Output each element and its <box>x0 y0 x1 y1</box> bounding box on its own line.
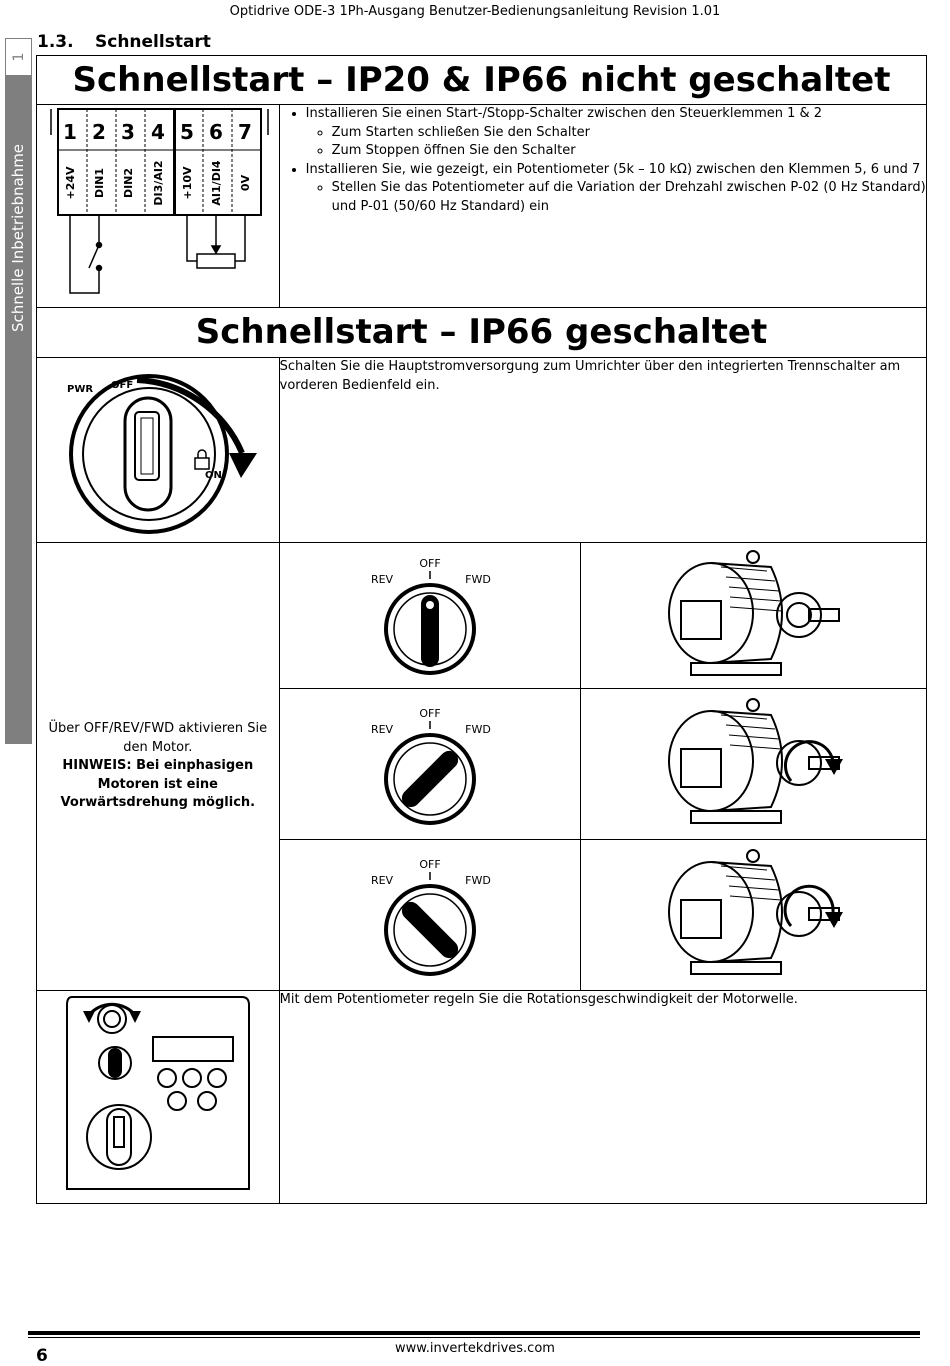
terminal-diagram-cell <box>37 105 280 308</box>
motor-illustration-stopped <box>581 543 925 684</box>
footer-website: www.invertekdrives.com <box>395 1341 555 1356</box>
block1-title: Schnellstart – IP20 & IP66 nicht geschaltet <box>37 56 927 105</box>
terminal-wiring-diagram <box>37 105 278 303</box>
section-title: Schnellstart <box>95 32 211 52</box>
selector-switch-fwd <box>280 840 580 986</box>
terminal-label: DIN1 <box>93 167 106 199</box>
ip66-front-panel-illustration <box>37 991 278 1199</box>
motor-illustration-forward <box>581 840 925 986</box>
motor-note: HINWEIS: Bei einphasigen Motoren ist eine Vorwärtsdrehung möglich. <box>60 758 256 811</box>
chapter-label: Schnelle Inbetriebnahme <box>8 143 27 332</box>
terminal-number: 4 <box>151 120 165 144</box>
svg-text:REV: REV <box>370 573 393 586</box>
terminal-label: 0V <box>239 174 252 192</box>
chapter-number: 1 <box>10 52 27 62</box>
section-heading <box>37 32 211 52</box>
lock-icon <box>195 450 209 469</box>
instruction-subbullet: ◦ Stellen Sie das Potentiometer auf die Variation der Drehzahl zwischen P-02 (0 Hz Standard) und P-01 (50/60 Hz Standard) ein <box>332 179 926 216</box>
selector-off-cell <box>279 543 581 689</box>
keypad-image-cell <box>37 991 280 1204</box>
motor-instruction-cell <box>37 543 280 991</box>
side-chapter-tab <box>5 38 32 744</box>
potentiometer <box>187 215 245 268</box>
page-number: 6 <box>36 1346 48 1366</box>
terminal-label: +10V <box>181 166 194 200</box>
potentiometer-instruction: Mit dem Potentiometer regeln Sie die Rotationsgeschwindigkeit der Motorwelle. <box>279 991 926 1204</box>
pwr-label: PWR <box>67 384 94 395</box>
terminal-number: 6 <box>209 120 223 144</box>
power-disconnect-switch-illustration <box>37 358 278 538</box>
selector-rev-cell <box>279 689 581 840</box>
instruction-subbullet: ◦ Zum Stoppen öffnen Sie den Schalter <box>332 142 926 161</box>
quickstart-table <box>36 55 927 1204</box>
svg-text:OFF: OFF <box>419 858 441 871</box>
terminal-label: DI3/AI2 <box>152 160 165 206</box>
start-stop-switch <box>70 215 102 293</box>
power-switch-image-cell <box>37 358 280 543</box>
instruction-subbullet: ◦ Zum Starten schließen Sie den Schalter <box>332 124 926 143</box>
svg-text:FWD: FWD <box>464 874 491 887</box>
block2-title: Schnellstart – IP66 geschaltet <box>37 308 927 358</box>
motor-instruction: Über OFF/REV/FWD aktivieren Sie den Motor. <box>48 721 268 755</box>
off-label: OFF <box>111 380 134 391</box>
terminal-label: DIN2 <box>122 167 135 199</box>
selector-switch-rev <box>280 689 580 835</box>
terminal-label: +24V <box>64 166 77 200</box>
terminal-number: 2 <box>92 120 106 144</box>
section-number: 1.3. <box>37 32 74 52</box>
power-instruction: Schalten Sie die Hauptstromversorgung zum Umrichter über den integrierten Trennschalter am vorderen Bedienfeld ein. <box>279 358 926 543</box>
on-label: ON <box>205 470 222 481</box>
instruction-bullet: • Installieren Sie einen Start-/Stopp-Schalter zwischen den Steuerklemmen 1 & 2 ◦ Zum Starten schließen Sie den Schalter ◦ Zum Stoppen öffnen Sie den Schalter <box>306 105 926 161</box>
terminal-number: 3 <box>121 120 135 144</box>
instruction-bullet: • Installieren Sie, wie gezeigt, ein Potentiometer (5k – 10 kΩ) zwischen den Klemmen 5, 6 und 7 ◦ Stellen Sie das Potentiometer auf die Variation der Drehzahl zwischen P-02 (0 Hz Standard) und P-01 (50/60 Hz Standard) ein <box>306 161 926 217</box>
motor-rev-cell <box>581 689 927 840</box>
terminal-label: AI1/DI4 <box>210 160 223 206</box>
motor-off-cell <box>581 543 927 689</box>
terminal-number: 5 <box>180 120 194 144</box>
svg-text:FWD: FWD <box>464 723 491 736</box>
document-header: Optidrive ODE-3 1Ph-Ausgang Benutzer-Bedienungsanleitung Revision 1.01 <box>229 4 721 19</box>
motor-illustration-reverse <box>581 689 925 835</box>
svg-text:OFF: OFF <box>419 707 441 720</box>
wiring-instructions <box>279 105 926 308</box>
footer-rule-thin <box>28 1337 920 1338</box>
svg-text:FWD: FWD <box>464 573 491 586</box>
svg-text:REV: REV <box>370 874 393 887</box>
selector-fwd-cell <box>279 840 581 991</box>
svg-text:OFF: OFF <box>419 557 441 570</box>
terminal-number: 7 <box>238 120 252 144</box>
selector-switch-off <box>280 543 580 684</box>
terminal-number: 1 <box>63 120 77 144</box>
svg-text:REV: REV <box>370 723 393 736</box>
motor-fwd-cell <box>581 840 927 991</box>
footer-rule <box>28 1331 920 1335</box>
